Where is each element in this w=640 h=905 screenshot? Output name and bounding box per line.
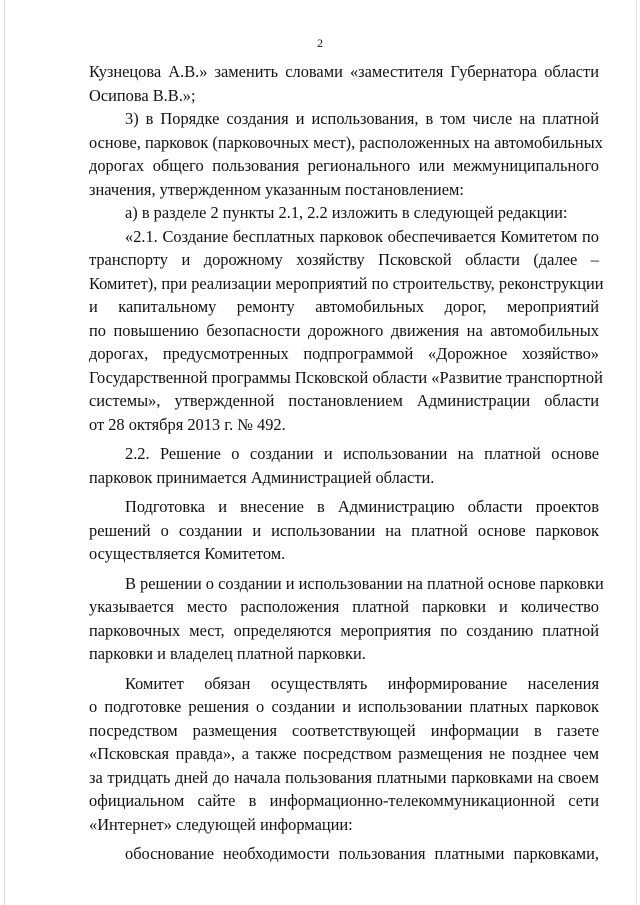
text-line: 2.2. Решение о создании и использовании на платной основе	[125, 444, 599, 463]
text-line: 3) в Порядке создания и использования, в том числе на платной	[125, 109, 599, 128]
page-number: 2	[317, 36, 323, 50]
text-line: В решении о создании и использовании на платной основе парковки	[125, 573, 604, 593]
paragraph-p3	[89, 201, 599, 225]
scan-edge-left	[4, 0, 5, 905]
document-body	[89, 60, 604, 866]
text-line: за тридцать дней до начала пользования платными парковками на своем	[89, 767, 599, 787]
text-line: от 28 октября 2013 г. № 492.	[89, 414, 286, 434]
text-line: обоснование необходимости пользования платными парковками,	[125, 844, 599, 863]
text-line: осуществляется Комитетом.	[89, 544, 286, 563]
text-line: по повышению безопасности дорожного движения на автомобильных	[89, 320, 599, 340]
text-line: о подготовке решения о создании и использовании платных парковок	[89, 697, 599, 716]
paragraph-p9	[89, 842, 599, 866]
text-line: «Интернет» следующей информации:	[89, 814, 353, 834]
text-line: Комитет обязан осуществлять информирование населения	[125, 673, 599, 693]
text-line: Кузнецова А.В.» заменить словами «заместителя Губернатора области	[89, 62, 599, 81]
text-line: дорогах, предусмотренных подпрограммой «Дорожное хозяйство»	[89, 344, 599, 363]
text-line: системы», утвержденной постановлением Администрации области	[89, 391, 599, 410]
text-line: и капитальному ремонту автомобильных дорог, мероприятий	[89, 297, 599, 316]
text-line: основе, парковок (парковочных мест), расположенных на автомобильных	[89, 132, 603, 152]
text-line: Комитет), при реализации мероприятий по строительству, реконструкции	[89, 273, 604, 293]
text-line: а) в разделе 2 пункты 2.1, 2.2 изложить в следующей редакции:	[125, 203, 568, 222]
text-line: решений о создании и использовании на платной основе парковок	[89, 520, 599, 540]
paragraph-p2	[89, 107, 603, 201]
paragraph-p8	[89, 672, 599, 837]
text-line: «2.1. Создание бесплатных парковок обеспечивается Комитетом по	[125, 226, 599, 246]
scan-edge-right	[636, 0, 637, 905]
text-line: парковок принимается Администрацией области.	[89, 467, 435, 487]
paragraph-p5	[89, 442, 599, 489]
paragraph-p4	[89, 225, 604, 437]
text-line: дорогах общего пользования регионального или межмуниципального	[89, 156, 599, 175]
text-line: парковки и владелец платной парковки.	[89, 644, 366, 663]
text-line: Осипова В.В.»;	[89, 85, 196, 105]
text-line: транспорту и дорожному хозяйству Псковской области (далее –	[89, 250, 599, 269]
text-line: указывается место расположения платной парковки и количество	[89, 597, 599, 616]
paragraph-p7	[89, 572, 604, 666]
paragraph-p1	[89, 60, 599, 107]
text-line: парковочных мест, определяются мероприятия по созданию платной	[89, 620, 599, 640]
text-line: Государственной программы Псковской области «Развитие транспортной	[89, 367, 603, 387]
text-line: посредством размещения соответствующей информации в газете	[89, 720, 599, 740]
text-line: значения, утвержденном указанным постановлением:	[89, 179, 464, 199]
text-line: «Псковская правда», а также посредством размещения не позднее чем	[89, 744, 599, 763]
text-line: официальном сайте в информационно-телекоммуникационной сети	[89, 791, 599, 810]
text-line: Подготовка и внесение в Администрацию области проектов	[125, 497, 599, 516]
paragraph-p6	[89, 495, 599, 566]
